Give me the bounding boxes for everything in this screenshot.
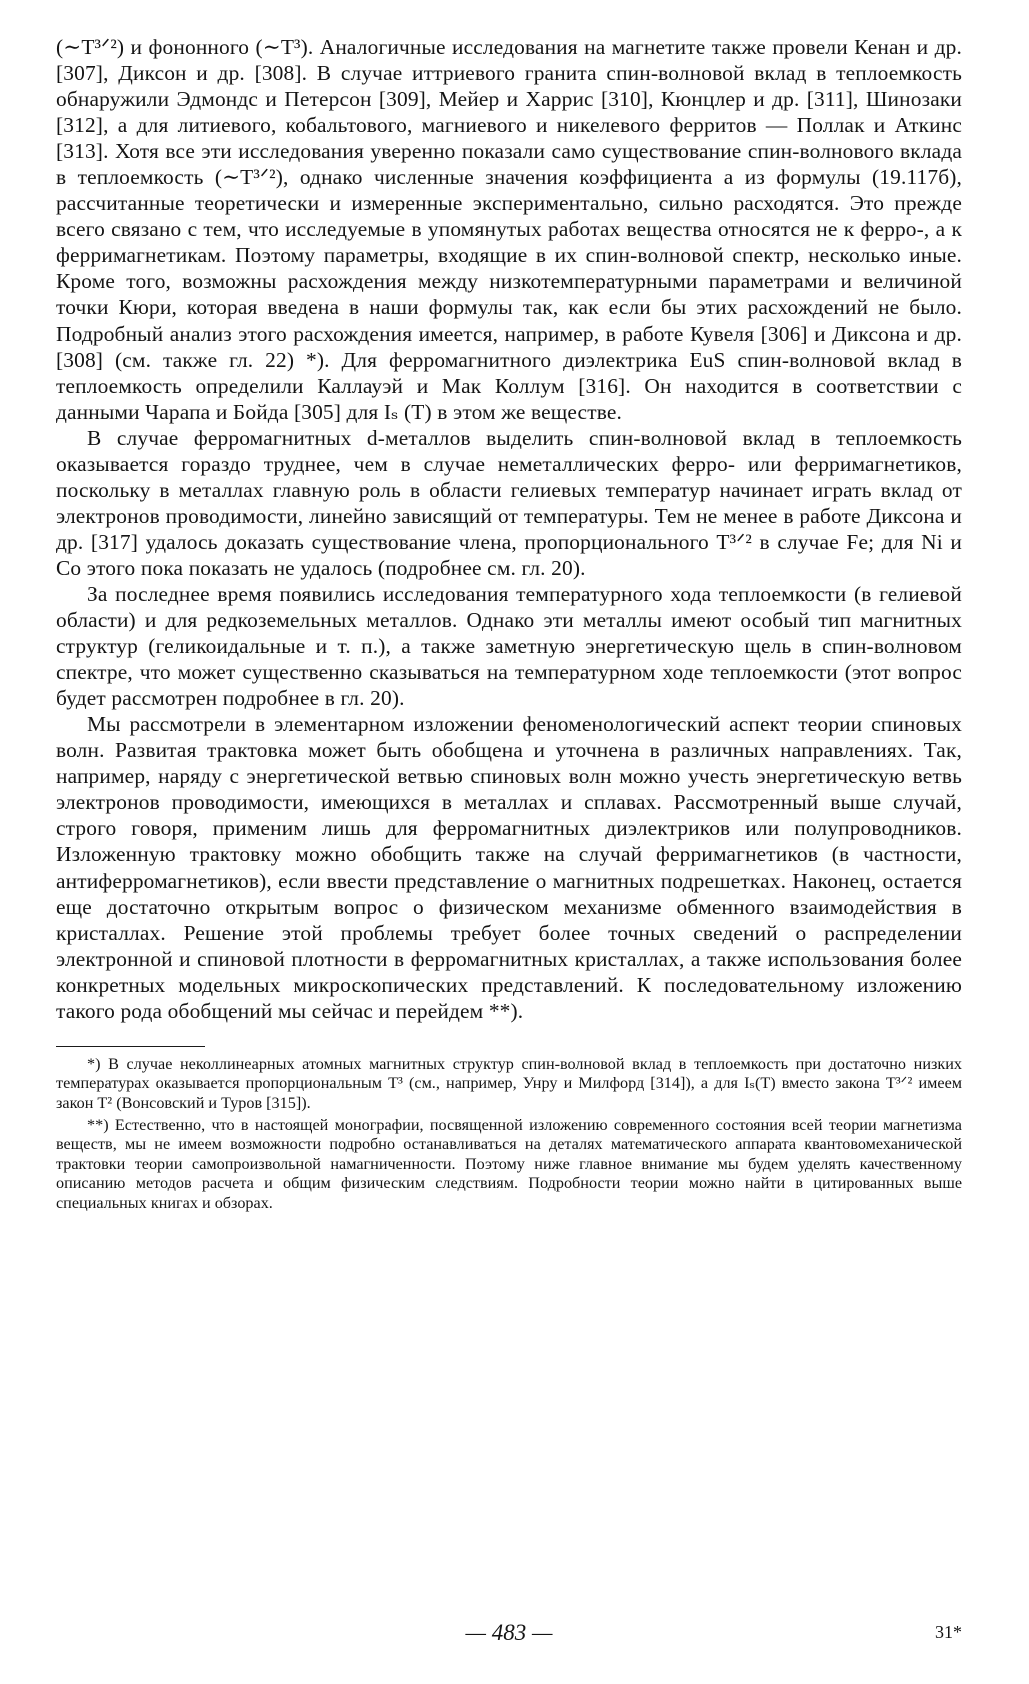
paragraph-2: В случае ферромагнитных d-металлов выделить спин-волновой вклад в теплоемкость оказывается гораздо труднее, чем в случае неметаллических ферро- или ферримагнетиков, поскольку в металлах главную роль в области гелиевых температур начинает играть вклад от электронов проводимости, линейно зависящий от температуры. Тем не менее в работе Диксона и др. [317] удалось доказать существование члена, пропорционального T³ᐟ² в случае Fe; для Ni и Co этого пока показать не удалось (подробнее см. гл. 20). <box>56 425 962 580</box>
paragraph-1: (∼T³ᐟ²) и фононного (∼T³). Аналогичные исследования на магнетите также провели Кенан и др. [307], Диксон и др. [308]. В случае иттриевого гранита спин-волновой вклад в теплоемкость обнаружили Эдмондс и Петерсон [309], Мейер и Харрис [310], Кюнцлер и др. [311], Шинозаки [312], а для литиевого, кобальтового, магниевого и никелевого ферритов — Поллак и Аткинс [313]. Хотя все эти исследования уверенно показали само существование спин-волнового вклада в теплоемкость (∼T³ᐟ²), однако численные значения коэффициента a из формулы (19.117б), рассчитанные теоретически и измеренные экспериментально, сильно расходятся. Это прежде всего связано с тем, что исследуемые в упомянутых работах вещества относятся не к ферро-, а к ферримагнетикам. Поэтому параметры, входящие в их спин-волновой спектр, несколько иные. Кроме того, возможны расхождения между низкотемпературными параметрами и величиной точки Кюри, которая введена в наши формулы так, как если бы этих расхождений не было. Подробный анализ этого расхождения имеется, например, в работе Кувеля [306] и Диксона и др. [308] (см. также гл. 22) *). Для ферромагнитного диэлектрика EuS спин-волновой вклад в теплоемкость определили Каллауэй и Мак Коллум [316]. Он находится в соответствии с данными Чарапа и Бойда [305] для Iₛ (T) в этом же веществе. <box>56 35 962 424</box>
page-number: — 483 — <box>465 1620 553 1645</box>
paragraph-3: За последнее время появились исследования температурного хода теплоемкости (в гелиевой области) и для редкоземельных металлов. Однако эти металлы имеют особый тип магнитных структур (геликоидальные и т. п.), а также заметную энергетическую щель в спин-волновом спектре, что может существенно сказываться на температурном ходе теплоемкости (этот вопрос будет рассмотрен подробнее в гл. 20). <box>56 581 962 711</box>
footnote-1: *) В случае неколлинеарных атомных магнитных структур спин-волновой вклад в теплоемкость при достаточно низких температурах оказывается пропорциональным T³ (см., например, Унру и Милфорд [314]), а для Iₛ(T) вместо закона T³ᐟ² имеем закон T² (Вонсовский и Туров [315]). <box>56 1054 962 1112</box>
main-text <box>56 34 962 1024</box>
footnote-divider <box>56 1046 205 1047</box>
footnotes <box>56 1055 962 1213</box>
book-page <box>56 34 962 1664</box>
printer-signature: 31* <box>935 1622 962 1642</box>
paragraph-4: Мы рассмотрели в элементарном изложении феноменологический аспект теории спиновых волн. Развитая трактовка может быть обобщена и уточнена в различных направлениях. Так, например, наряду с энергетической ветвью спиновых волн можно учесть энергетическую ветвь электронов проводимости, имеющихся в металлах и сплавах. Рассмотренный выше случай, строго говоря, применим лишь для ферромагнитных диэлектриков или полупроводников. Изложенную трактовку можно обобщить также на случай ферримагнетиков (в частности, антиферромагнетиков), если ввести представление о магнитных подрешетках. Наконец, остается еще достаточно открытым вопрос о физическом механизме обменного взаимодействия в кристаллах. Решение этой проблемы требует более точных сведений о распределении электронной и спиновой плотности в ферромагнитных кристаллах, а также использования более конкретных модельных микроскопических представлений. К последовательному изложению такого рода обобщений мы сейчас и перейдем **). <box>56 712 962 1023</box>
footnote-2: **) Естественно, что в настоящей монографии, посвященной изложению современного состояния всей теории магнетизма веществ, мы не имеем возможности подробно останавливаться на деталях математического аппарата квантовомеханической трактовки теории самопроизвольной намагниченности. Поэтому ниже главное внимание мы будем уделять качественному описанию методов расчета и общим физическим следствиям. Подробности теории можно найти в цитированных выше специальных книгах и обзорах. <box>56 1116 962 1212</box>
